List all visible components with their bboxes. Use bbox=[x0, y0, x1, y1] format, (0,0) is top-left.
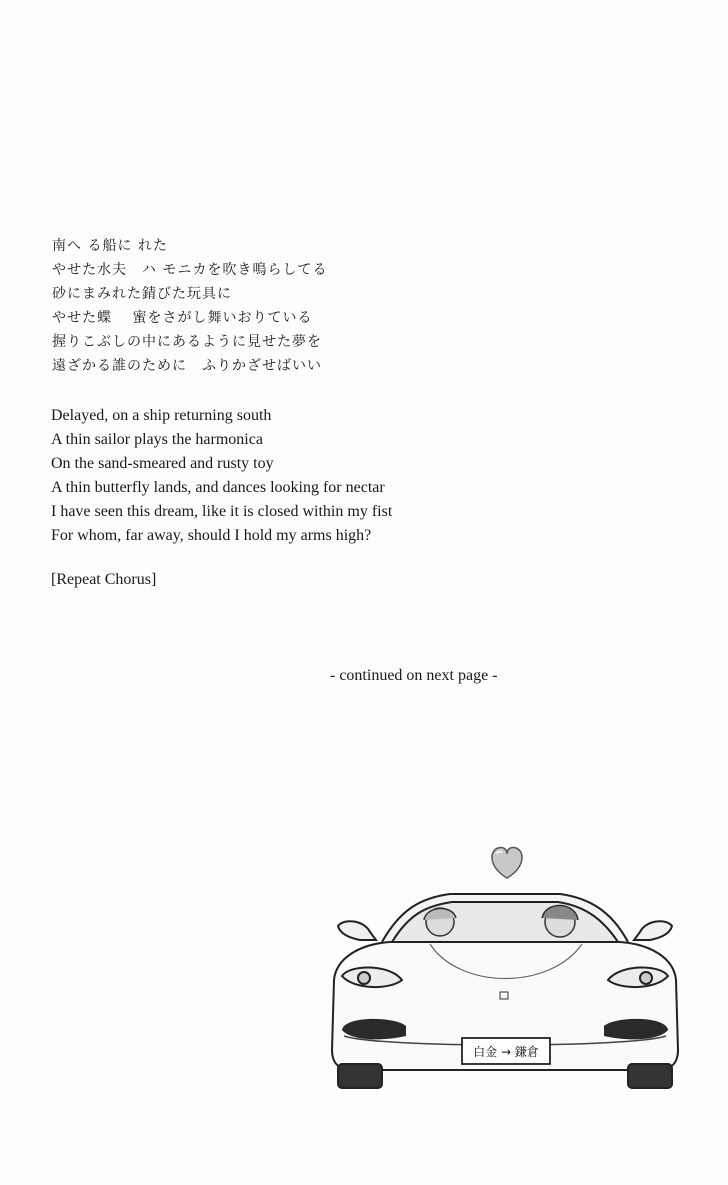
continued-note: - continued on next page - bbox=[330, 667, 498, 684]
english-lyric-line: I have seen this dream, like it is closed within my fist bbox=[51, 503, 393, 520]
japanese-lyric-line: 砂にまみれた錆びた玩具に bbox=[52, 286, 232, 302]
heart-icon bbox=[492, 847, 522, 878]
japanese-lyric-line: 南へ る船に れた bbox=[52, 238, 168, 254]
english-lyric-line: Delayed, on a ship returning south bbox=[51, 407, 272, 424]
repeat-chorus-note: [Repeat Chorus] bbox=[51, 571, 157, 588]
english-lyric-line: For whom, far away, should I hold my arms high? bbox=[51, 527, 372, 544]
english-lyric-line: A thin sailor plays the harmonica bbox=[51, 431, 263, 448]
license-plate bbox=[462, 1038, 550, 1064]
english-lyrics bbox=[51, 404, 511, 548]
japanese-lyric-line: 遠ざかる誰のために ふりかざせばいい bbox=[52, 358, 322, 374]
japanese-lyric-line: やせた水夫 ハ モニカを吹き鳴らしてる bbox=[52, 262, 328, 278]
license-plate-text: 白金 → 鎌倉 bbox=[473, 1045, 539, 1059]
sports-car-illustration bbox=[320, 840, 690, 1100]
japanese-lyrics bbox=[52, 234, 472, 378]
english-lyric-line: On the sand-smeared and rusty toy bbox=[51, 455, 274, 472]
japanese-lyric-line: 握りこぶしの中にあるように見せた夢を bbox=[52, 334, 322, 350]
japanese-lyric-line: やせた蝶 蜜をさがし舞いおりている bbox=[52, 310, 313, 326]
english-lyric-line: A thin butterfly lands, and dances looking for nectar bbox=[51, 479, 385, 496]
